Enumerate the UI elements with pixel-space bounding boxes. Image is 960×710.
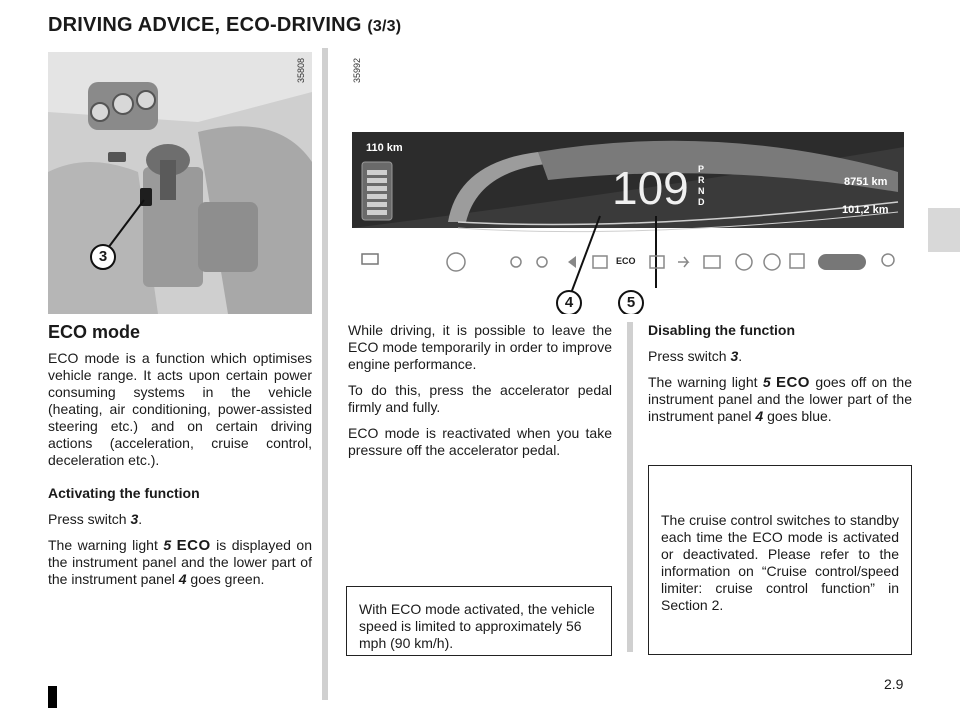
- press-prefix: Press switch: [48, 511, 131, 527]
- warn-middle-3: goes off on the instrument panel and the lower part of the instrument panel: [648, 374, 913, 424]
- photo-eco-switch: [48, 52, 312, 314]
- page-title: [48, 14, 401, 37]
- activating-press: [48, 511, 312, 528]
- corner-mark: [48, 686, 57, 708]
- warn-prefix-3: The warning light: [648, 374, 763, 390]
- odometer-readout: 8751 km: [844, 176, 888, 188]
- cruise-control-note: [648, 465, 912, 655]
- reactivate-text: ECO mode is reactivated when you take pressure off the accelerator pedal.: [348, 425, 612, 458]
- trip-readout: 101,2 km: [842, 204, 889, 216]
- press-prefix-3: Press switch: [648, 348, 731, 364]
- eco-symbol-2: ECO: [775, 374, 810, 391]
- column-divider: [322, 48, 328, 700]
- warn-end-3: goes blue.: [763, 408, 832, 424]
- title-part-indicator: (3/3): [367, 18, 402, 35]
- eco-warning-light: ECO: [616, 256, 636, 266]
- accelerator-text: To do this, press the accelerator pedal firmly and fully.: [348, 382, 612, 415]
- gear-d: D: [698, 197, 705, 207]
- eco-mode-heading: ECO mode: [48, 322, 141, 342]
- callout-3: 3: [90, 244, 116, 270]
- ref-switch-3: 3: [130, 511, 139, 527]
- press-suffix: .: [138, 511, 143, 527]
- warn-middle: is displayed on the instrument panel and the lower part of the instrument panel: [48, 537, 312, 587]
- ref-light-5b: 5: [762, 374, 771, 390]
- speed-limit-note: [346, 586, 612, 656]
- callout-5: 5: [618, 290, 644, 314]
- column-1-text: [48, 350, 312, 597]
- ref-switch-3b: 3: [730, 348, 739, 364]
- warn-end: goes green.: [186, 571, 265, 587]
- photo-instrument-panel: [338, 52, 918, 314]
- disabling-press: [648, 348, 912, 365]
- photo-id-left: 35808: [296, 58, 306, 84]
- gear-r: R: [698, 175, 705, 185]
- gear-p: P: [698, 164, 705, 174]
- gear-n: N: [698, 186, 705, 196]
- disabling-warning: [648, 374, 912, 425]
- photo-id-right: 35992: [352, 58, 362, 84]
- ref-light-5: 5: [163, 537, 172, 553]
- console-illustration: [48, 52, 312, 314]
- column-3-text: [648, 322, 912, 434]
- cruise-control-note-text: The cruise control switches to standby each time the ECO mode is activated or deactivated. Please refer to the information on “Cruise control/speed limiter: cruise control function” in Section 2.: [661, 512, 899, 613]
- range-readout: 110 km: [366, 142, 403, 154]
- activating-warning: [48, 537, 312, 588]
- page-number: 2.9: [884, 676, 904, 692]
- callout-4: 4: [556, 290, 582, 314]
- gear-indicator: [698, 164, 705, 208]
- speed-readout: 109: [612, 162, 689, 214]
- disabling-heading: Disabling the function: [648, 322, 795, 338]
- speed-limit-note-text: With ECO mode activated, the vehicle speed is limited to approximately 56 mph (90 km/h).: [359, 601, 595, 651]
- title-main: DRIVING ADVICE, ECO-DRIVING: [48, 14, 362, 36]
- activating-heading: Activating the function: [48, 485, 200, 501]
- eco-symbol: ECO: [176, 537, 211, 554]
- eco-mode-intro: ECO mode is a function which optimises vehicle range. It acts upon certain power consuming systems in the vehicle (heating, air conditioning, power-assisted steering etc.) and on certain driving actions (acceleration, cruise control, deceleration etc.).: [48, 350, 312, 468]
- ref-panel-4: 4: [178, 571, 187, 587]
- leave-eco-text: While driving, it is possible to leave the ECO mode temporarily in order to improve engine performance.: [348, 322, 612, 372]
- warn-prefix: The warning light: [48, 537, 164, 553]
- ref-panel-4b: 4: [755, 408, 764, 424]
- column-divider-right: [627, 322, 633, 652]
- column-2-text: [348, 322, 612, 468]
- press-suffix-3: .: [738, 348, 743, 364]
- section-thumb-tab: [928, 208, 960, 252]
